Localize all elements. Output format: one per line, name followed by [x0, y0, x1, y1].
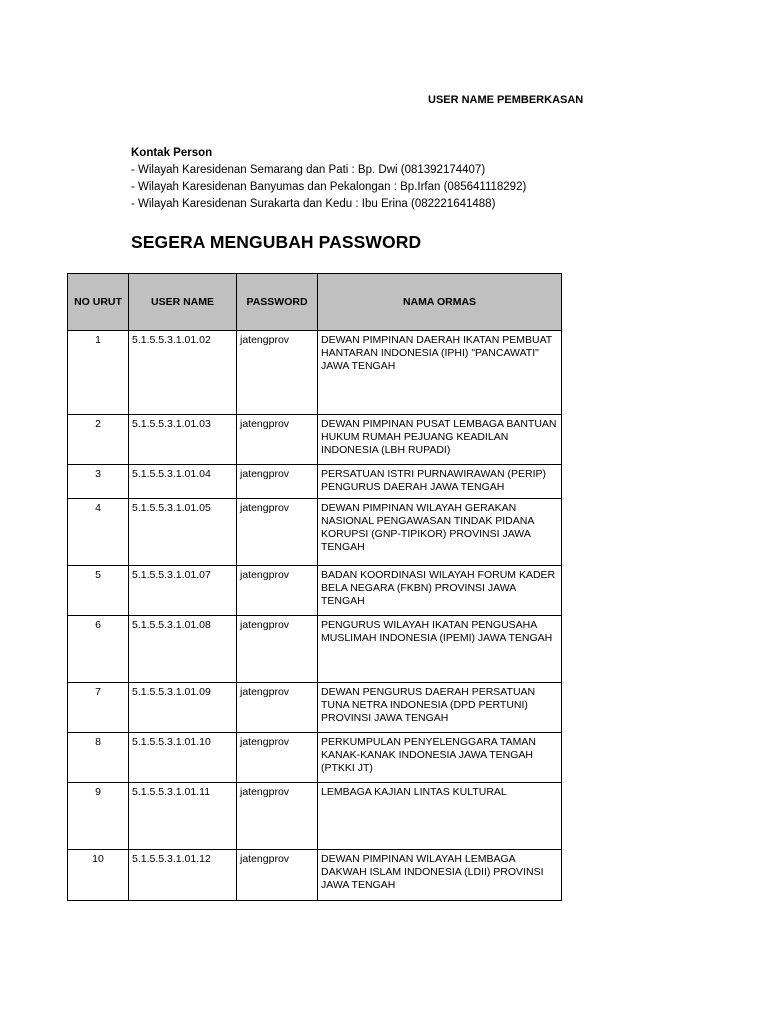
table-header-row: [68, 274, 562, 331]
row-ormas-name: LEMBAGA KAJIAN LINTAS KULTURAL: [321, 786, 507, 798]
document-title: USER NAME PEMBERKASAN: [428, 94, 584, 106]
table-row: [68, 733, 562, 783]
table-row: [68, 415, 562, 465]
row-ormas-name: DEWAN PIMPINAN PUSAT LEMBAGA BANTUAN HUKUM RUMAH PEJUANG KEADILAN INDONESIA (LBH RUPADI): [321, 418, 557, 456]
row-password: jatengprov: [240, 468, 290, 480]
row-password: jatengprov: [240, 619, 290, 631]
contact-person-block: [131, 145, 526, 213]
row-username: 5.1.5.5.3.1.01.08: [132, 619, 211, 631]
row-number: 8: [95, 736, 101, 748]
row-username: 5.1.5.5.3.1.01.11: [132, 786, 211, 798]
row-username: 5.1.5.5.3.1.01.03: [132, 418, 211, 430]
contact-line-semarang: - Wilayah Karesidenan Semarang dan Pati : Bp. Dwi (081392174407): [131, 164, 486, 176]
row-password: jatengprov: [240, 569, 290, 581]
header-nama-ormas: NAMA ORMAS: [318, 274, 562, 331]
row-ormas-name: DEWAN PIMPINAN DAERAH IKATAN PEMBUAT HANTARAN INDONESIA (IPHI) "PANCAWATI" JAWA TENGAH: [321, 334, 553, 372]
row-ormas-name: DEWAN PENGURUS DAERAH PERSATUAN TUNA NETRA INDONESIA (DPD PERTUNI) PROVINSI JAWA TENGAH: [321, 686, 536, 724]
row-username: 5.1.5.5.3.1.01.07: [132, 569, 211, 581]
row-password: jatengprov: [240, 502, 290, 514]
row-username: 5.1.5.5.3.1.01.05: [132, 502, 211, 514]
change-password-warning: SEGERA MENGUBAH PASSWORD: [131, 232, 422, 252]
row-username: 5.1.5.5.3.1.01.02: [132, 334, 211, 346]
row-password: jatengprov: [240, 686, 290, 698]
table-row: [68, 465, 562, 499]
header-user-name: USER NAME: [129, 274, 237, 331]
row-number: 10: [92, 853, 104, 865]
row-number: 3: [95, 468, 101, 480]
row-ormas-name: DEWAN PIMPINAN WILAYAH LEMBAGA DAKWAH ISLAM INDONESIA (LDII) PROVINSI JAWA TENGAH: [321, 853, 544, 891]
header-no-urut: NO URUT: [68, 274, 129, 331]
row-ormas-name: BADAN KOORDINASI WILAYAH FORUM KADER BELA NEGARA (FKBN) PROVINSI JAWA TENGAH: [321, 569, 556, 607]
table-row: [68, 683, 562, 733]
row-password: jatengprov: [240, 334, 290, 346]
row-username: 5.1.5.5.3.1.01.10: [132, 736, 211, 748]
user-table: [67, 273, 562, 901]
table-row: [68, 566, 562, 616]
row-password: jatengprov: [240, 418, 290, 430]
row-number: 7: [95, 686, 101, 698]
table-row: [68, 616, 562, 683]
contact-title: Kontak Person: [131, 147, 213, 159]
row-number: 9: [95, 786, 101, 798]
row-ormas-name: DEWAN PIMPINAN WILAYAH GERAKAN NASIONAL PENGAWASAN TINDAK PIDANA KORUPSI (GNP-TIPIKOR) PROVINSI JAWA TENGAH: [321, 502, 534, 553]
row-number: 5: [95, 569, 101, 581]
row-ormas-name: PERKUMPULAN PENYELENGGARA TAMAN KANAK-KANAK INDONESIA JAWA TENGAH (PTKKI JT): [321, 736, 536, 774]
row-username: 5.1.5.5.3.1.01.09: [132, 686, 211, 698]
contact-line-surakarta: - Wilayah Karesidenan Surakarta dan Kedu : Ibu Erina (082221641488): [131, 198, 496, 210]
row-ormas-name: PERSATUAN ISTRI PURNAWIRAWAN (PERIP) PENGURUS DAERAH JAWA TENGAH: [321, 468, 546, 493]
table-row: [68, 783, 562, 850]
table-row: [68, 499, 562, 566]
row-number: 4: [95, 502, 101, 514]
row-number: 6: [95, 619, 101, 631]
contact-line-banyumas: - Wilayah Karesidenan Banyumas dan Pekalongan : Bp.Irfan (085641118292): [131, 181, 527, 193]
header-password: PASSWORD: [237, 274, 318, 331]
row-number: 1: [95, 334, 101, 346]
row-username: 5.1.5.5.3.1.01.04: [132, 468, 211, 480]
table-row: [68, 850, 562, 901]
row-username: 5.1.5.5.3.1.01.12: [132, 853, 211, 865]
row-password: jatengprov: [240, 736, 290, 748]
row-ormas-name: PENGURUS WILAYAH IKATAN PENGUSAHA MUSLIMAH INDONESIA (IPEMI) JAWA TENGAH: [321, 619, 553, 644]
row-number: 2: [95, 418, 101, 430]
row-password: jatengprov: [240, 786, 290, 798]
row-password: jatengprov: [240, 853, 290, 865]
table-row: [68, 331, 562, 415]
